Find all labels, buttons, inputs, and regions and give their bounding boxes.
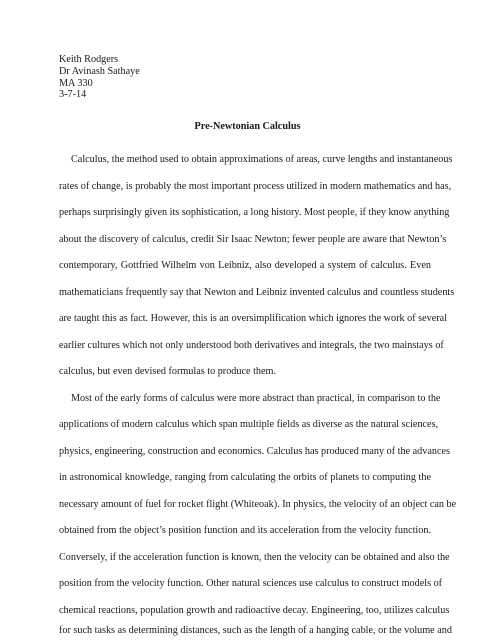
author-name: Keith Rodgers (59, 54, 119, 65)
document-title: Pre-Newtonian Calculus (194, 121, 301, 132)
paragraph-line: applications of modern calculus which span multiple fields as diverse as the natural sciences, (59, 419, 439, 430)
paragraph-line: Calculus, the method used to obtain approximations of areas, curve lengths and instantaneous (71, 154, 453, 165)
course-code: MA 330 (59, 77, 93, 89)
paragraph-line: about the discovery of calculus, credit Sir Isaac Newton; fewer people are aware that Newton’s (59, 233, 447, 245)
document-header (59, 54, 140, 101)
instructor-name: Dr Avinash Sathaye (59, 65, 140, 77)
paragraph-line: perhaps surprisingly given its sophistication, a long history. Most people, if they know anything (59, 207, 450, 218)
paragraph-line: earlier cultures which not only understood both derivatives and integrals, the two mainstays of (59, 339, 444, 351)
paragraph-line: are taught this as fact. However, this is an oversimplification which ignores the work of several (59, 313, 448, 324)
paragraph-line: calculus, but even devised formulas to produce them. (59, 366, 276, 377)
paragraph-line: rates of change, is probably the most important process utilized in modern mathematics and has, (59, 180, 452, 192)
paragraph-line: in astronomical knowledge, ranging from calculating the orbits of planets to computing the (59, 472, 431, 483)
paragraph-line: contemporary, Gottfried Wilhelm von Leibniz, also developed a system of calculus. Even (59, 260, 431, 271)
paragraph-line: Most of the early forms of calculus were more abstract than practical, in comparison to the (71, 392, 441, 404)
document-date: 3-7-14 (59, 89, 87, 101)
paragraph-line: for such tasks as determining distances, such as the length of a hanging cable, or the volume and (59, 625, 452, 636)
paragraph-line: necessary amount of fuel for rocket flight (Whiteoak). In physics, the velocity of an object can be (59, 498, 457, 510)
paragraph-line: obtained from the object’s position function and its acceleration from the velocity function. (59, 525, 431, 536)
paragraph-line: physics, engineering, construction and economics. Calculus has produced many of the advances (59, 445, 450, 457)
paragraph-line: Conversely, if the acceleration function is known, then the velocity can be obtained and also the (59, 551, 450, 563)
paragraph-line: position from the velocity function. Other natural sciences use calculus to construct models of (59, 578, 443, 589)
paragraph-line: chemical reactions, population growth and radioactive decay. Engineering, too, utilizes calculus (59, 604, 450, 616)
paragraph-line: mathematicians frequently say that Newton and Leibniz invented calculus and countless students (59, 286, 455, 298)
